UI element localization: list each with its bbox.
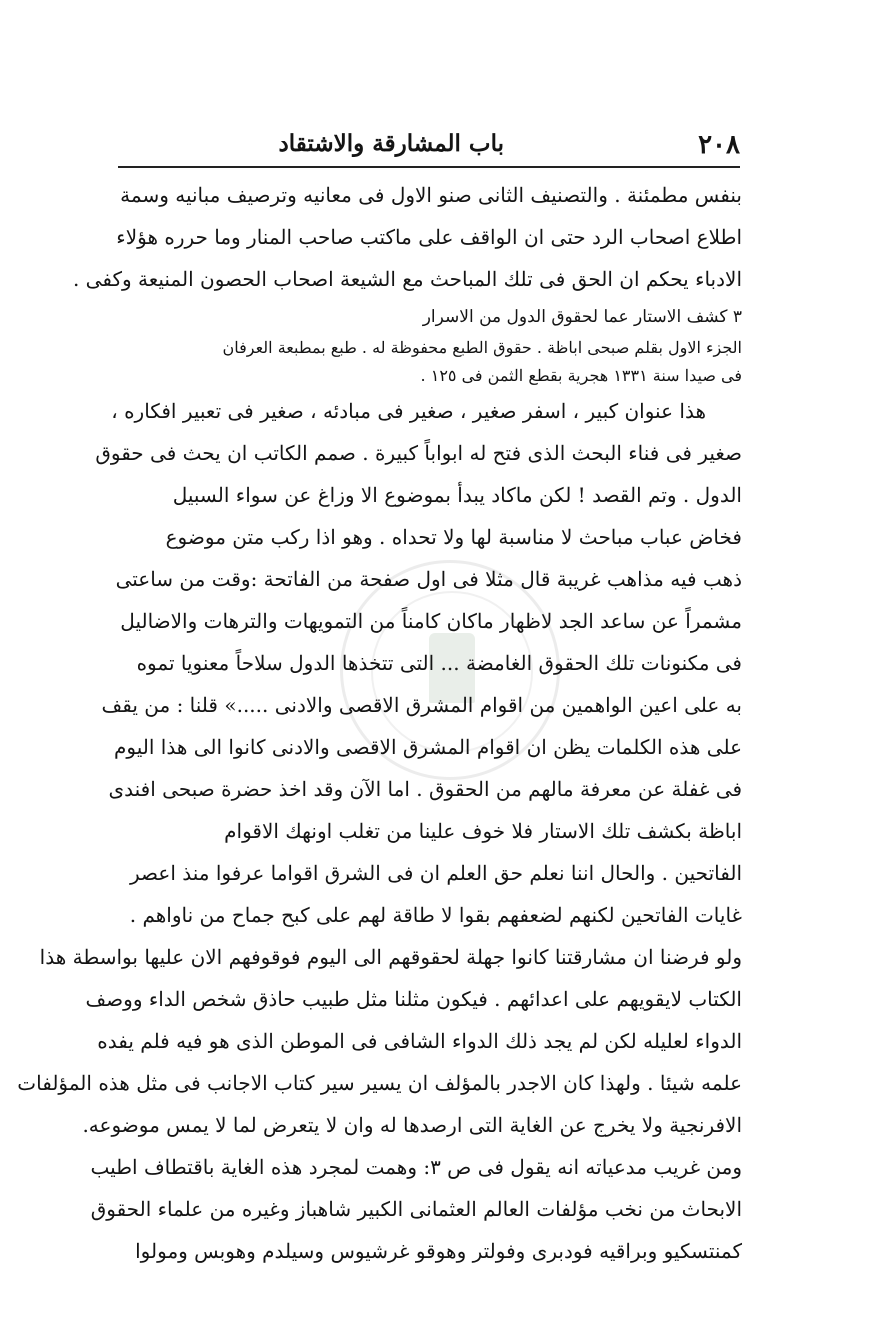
running-title: باب المشارقة والاشتقاد bbox=[278, 130, 504, 157]
page-header bbox=[118, 126, 740, 166]
text-line: على هذه الكلمات يظن ان اقوام المشرق الاقصى والادنى كانوا الى هذا اليوم bbox=[114, 735, 742, 759]
text-line: ذهب فيه مذاهب غريبة قال مثلا فى اول صفحة من الفاتحة :وقت من ساعتى bbox=[115, 567, 742, 591]
page-body bbox=[17, 174, 742, 1272]
text-line: علمه شيئا . ولهذا كان الاجدر بالمؤلف ان يسير سير كتاب الاجانب فى مثل هذه المؤلفات bbox=[17, 1071, 742, 1095]
text-line: الدول . وتم القصد ! لكن ماكاد يبدأ بموضوع الا وزاغ عن سواء السبيل bbox=[172, 483, 742, 507]
text-line: هذا عنوان كبير ، اسفر صغير ، صغير فى مبادئه ، صغير فى تعبير افكاره ، bbox=[111, 399, 706, 423]
text-line: ومن غريب مدعياته انه يقول فى ص ٣: وهمت لمجرد هذه الغاية باقتطاف اطيب bbox=[90, 1155, 742, 1179]
text-line: الافرنجية ولا يخرج عن الغاية التى ارصدها له وان لا يتعرض لما لا يمس موضوعه. bbox=[82, 1113, 742, 1137]
text-line: ولو فرضنا ان مشارقتنا كانوا جهلة لحقوقهم الى اليوم فوقوفهم الان عليها بواسطة هذا bbox=[39, 945, 742, 969]
text-line: فى مكنونات تلك الحقوق الغامضة ... التى تتخذها الدول سلاحاً معنويا تموه bbox=[136, 651, 742, 675]
text-line: به على اعين الواهمين من اقوام المشرق الاقصى والادنى .....» قلنا : من يقف bbox=[101, 693, 742, 717]
text-line: الفاتحين . والحال اننا نعلم حق العلم ان فى الشرق اقواما عرفوا منذ اعصر bbox=[130, 861, 742, 885]
text-line: اباظة بكشف تلك الاستار فلا خوف علينا من تغلب اونهك الاقوام bbox=[224, 819, 742, 843]
reviewed-book-details: الجزء الاول بقلم صبحى اباظة . حقوق الطبع محفوظة له . طبع بمطبعة العرفان bbox=[222, 338, 742, 357]
text-line: فى غفلة عن معرفة مالهم من الحقوق . اما الآن وقد اخذ حضرة صبحى افندى bbox=[108, 777, 742, 801]
text-line: الكتاب لايقويهم على اعدائهم . فيكون مثلنا مثل طبيب حاذق شخص الداء ووصف bbox=[85, 987, 742, 1011]
text-line: الدواء لعليله لكن لم يجد ذلك الدواء الشافى فى الموطن الذى هو فيه فلم يفده bbox=[97, 1029, 742, 1053]
page-number: ٢٠٨ bbox=[698, 130, 740, 160]
text-line: بنفس مطمئنة . والتصنيف الثانى صنو الاول فى معانيه وترصيف مبانيه وسمة bbox=[120, 183, 742, 207]
text-line: مشمراً عن ساعد الجد لاظهار ماكان كامناً من التمويهات والترهات والاضاليل bbox=[120, 609, 742, 633]
text-line: اطلاع اصحاب الرد حتى ان الواقف على ماكتب صاحب المنار وما حرره هؤلاء bbox=[116, 225, 742, 249]
text-line: فخاض عباب مباحث لا مناسبة لها ولا تحداه . وهو اذا ركب متن موضوع bbox=[165, 525, 742, 549]
header-rule bbox=[118, 166, 740, 168]
text-line: الادباء يحكم ان الحق فى تلك المباحث مع الشيعة اصحاب الحصون المنيعة وكفى . bbox=[72, 267, 742, 291]
text-line: الابحاث من نخب مؤلفات العالم العثمانى الكبير شاهباز وغيره من علماء الحقوق bbox=[90, 1197, 742, 1221]
text-line: غايات الفاتحين لكنهم لضعفهم بقوا لا طاقة لهم على كبح جماح من ناواهم . bbox=[129, 903, 742, 927]
reviewed-book-details: فى صيدا سنة ١٣٣١ هجرية بقطع الثمن فى ١٢٥ . bbox=[420, 366, 742, 385]
reviewed-book-title: ٣ كشف الاستار عما لحقوق الدول من الاسرار bbox=[422, 307, 742, 327]
text-line: كمنتسكيو وبراقيه فودبرى وفولتر وهوقو غرشيوس وسيلدم وهوبس ومولوا bbox=[135, 1239, 742, 1263]
text-line: صغير فى فناء البحث الذى فتح له ابواباً كبيرة . صمم الكاتب ان يحث فى حقوق bbox=[95, 441, 742, 465]
